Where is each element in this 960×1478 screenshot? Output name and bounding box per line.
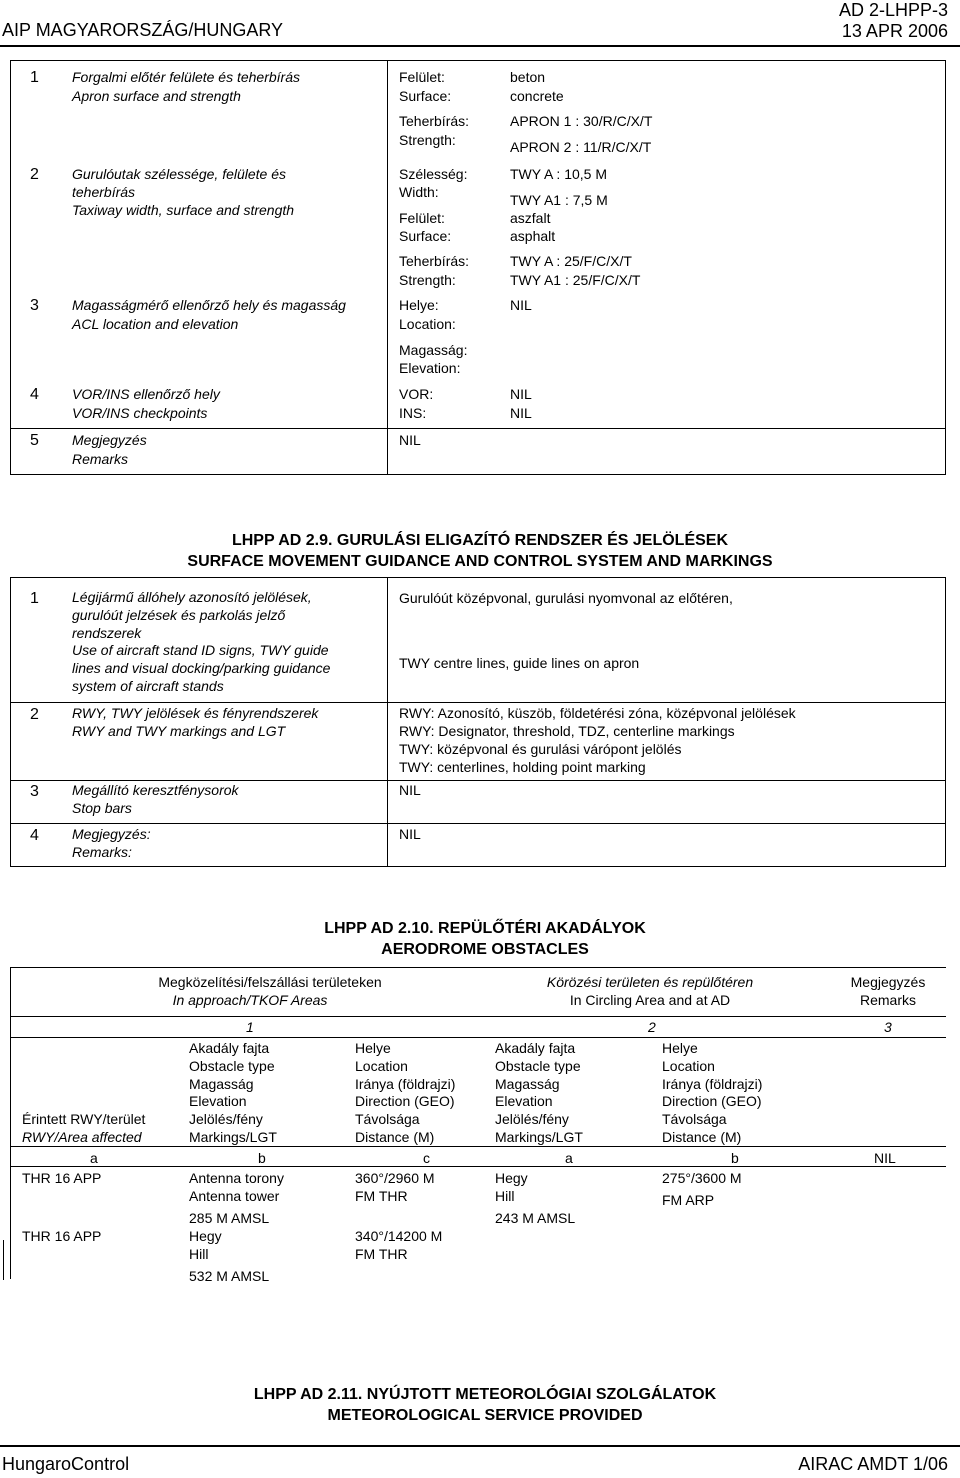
t1-row3-desc-en: ACL location and elevation [72,316,239,332]
t3-row2-loc: 340°/14200 M [355,1228,443,1244]
t1-row2-value: asphalt [510,228,556,244]
t1-row2-value: TWY A : 25/F/C/X/T [510,253,632,269]
footer-rule [0,1445,960,1447]
header-left: AIP MAGYARORSZÁG/HUNGARY [2,20,284,40]
t3-head-remarks-hu: Megjegyzés [850,974,926,990]
t3-sub-type-circ: Obstacle type [495,1058,581,1074]
t2-row3-num: 3 [30,783,39,800]
t3-sub-type-circ: Elevation [495,1093,553,1109]
t3-sub-type-circ: Magasság [495,1076,560,1092]
t2-row2-desc: RWY, TWY jelölések és fényrendszerek [72,705,319,721]
t1-row1-value: APRON 1 : 30/R/C/X/T [510,113,653,129]
header-rule [0,45,960,47]
t3-sub-type-circ: Markings/LGT [495,1129,583,1145]
t2-row3-value: NIL [399,782,421,798]
t3-sub-type-circ: Jelölés/fény [495,1111,569,1127]
t1-row4-value: NIL [510,386,532,402]
t2-row1-desc: lines and visual docking/parking guidance [72,660,331,676]
t2-row2-num: 2 [30,706,39,723]
t2-row1-num: 1 [30,590,39,607]
t3-sub-affected: Érintett RWY/terület [22,1111,146,1127]
t1-row5-num: 5 [30,432,39,449]
t3-sub-type: Jelölés/fény [189,1111,263,1127]
t3-sub-loc: Távolsága [355,1111,420,1127]
t3-sub-loc: Direction (GEO) [355,1093,455,1109]
t3-circ-loc: 275°/3600 M [662,1170,742,1186]
table3-rule [10,1016,946,1017]
t1-row2-value: TWY A : 10,5 M [510,166,608,182]
t1-row4-num: 4 [30,386,39,403]
t3-sub-type: Elevation [189,1093,247,1109]
t3-row1-type: Antenna torony [189,1170,284,1186]
t2-row2-value: TWY: centerlines, holding point marking [399,759,646,775]
t3-row1-loc: FM THR [355,1188,408,1204]
t1-row1-value: APRON 2 : 11/R/C/X/T [510,139,652,155]
t3-row2-type: Hegy [189,1228,222,1244]
t2-row4-desc: Megjegyzés: [72,826,151,842]
t1-row3-desc-hu: Magasságmérő ellenőrző hely és magasság [72,297,346,313]
table3-rule [10,1166,946,1167]
t1-row5-desc-en: Remarks [72,451,129,467]
t1-row3-label: Elevation: [399,360,461,376]
t2-row1-desc: rendszerek [72,625,142,641]
t3-sub-loc: Location [355,1058,408,1074]
t3-letter: b [731,1150,739,1166]
t1-row2-label: Surface: [399,228,452,244]
footer-right: AIRAC AMDT 1/06 [798,1454,948,1474]
t3-circ-elev: 243 M AMSL [495,1210,576,1226]
t3-circ-loc: FM ARP [662,1192,715,1208]
t1-row2-desc-hu: Gurulóutak szélessége, felülete és [72,166,287,182]
t1-row1-label: Strength: [399,132,456,148]
t3-row1-elev: 285 M AMSL [189,1210,270,1226]
t2-row4-num: 4 [30,827,39,844]
t3-head-circling-hu: Körözési területen és repülőtéren [546,974,754,990]
t3-head-remarks-en: Remarks [859,992,916,1008]
header-page-id: AD 2-LHPP-3 [838,0,948,20]
t3-col-num: 1 [246,1019,254,1035]
t3-letter: a [90,1150,98,1166]
t1-row2-desc-hu: teherbírás [72,184,136,200]
section29-title-hu: LHPP AD 2.9. GURULÁSI ELIGAZÍTÓ RENDSZER ÉS JELÖLÉSEK [231,532,729,549]
t1-row2-value: aszfalt [510,210,551,226]
t1-row2-label: Strength: [399,272,456,288]
t3-row2-type: Hill [189,1246,209,1262]
t3-row1-loc: 360°/2960 M [355,1170,435,1186]
t1-row3-label: Magasság: [399,342,468,358]
header-date: 13 APR 2006 [841,21,948,41]
footer-left: HungaroControl [2,1454,130,1474]
t1-row3-value: NIL [510,297,532,313]
t1-row1-desc-hu: Forgalmi előtér felülete és teherbírás [72,69,300,85]
t1-row1-value: concrete [510,88,564,104]
t1-row1-desc-en: Apron surface and strength [72,88,241,104]
t2-row2-value: RWY: Azonosító, küszöb, földetérési zóna, középvonal jelölések [399,705,796,721]
t3-letter: a [565,1150,573,1166]
section210-title-en: AERODROME OBSTACLES [381,941,589,958]
t1-row3-label: Location: [399,316,456,332]
section29-title-en: SURFACE MOVEMENT GUIDANCE AND CONTROL SYSTEM AND MARKINGS [187,553,773,570]
t3-row2-loc: FM THR [355,1246,408,1262]
table3-rule [10,1037,946,1038]
t3-row2-elev: 532 M AMSL [189,1268,270,1284]
t2-row2-value: RWY: Designator, threshold, TDZ, centerline markings [399,723,735,739]
t1-row2-label: Width: [399,184,439,200]
t1-row3-label: Helye: [399,297,439,313]
table3-left-edge [10,967,11,1279]
t3-sub-type: Obstacle type [189,1058,275,1074]
table3-margin-mark [3,1240,4,1280]
t1-row2-label: Teherbírás: [399,253,470,269]
t2-row4-value: NIL [399,826,421,842]
t1-row3-num: 3 [30,297,39,314]
t2-row1-value: TWY centre lines, guide lines on apron [399,655,640,671]
table3-top-rule [10,967,946,968]
t3-row1-type: Antenna tower [189,1188,280,1204]
t2-row3-desc: Stop bars [72,800,132,816]
t1-row1-label: Teherbírás: [399,113,470,129]
t1-row1-label: Surface: [399,88,452,104]
t3-sub-type: Akadály fajta [189,1040,270,1056]
section210-title-hu: LHPP AD 2.10. REPÜLŐTÉRI AKADÁLYOK [324,920,646,937]
t3-row1-area: THR 16 APP [22,1170,102,1186]
t3-sub-loc-circ: Iránya (földrajzi) [662,1076,763,1092]
t3-head-circling-en: In Circling Area and at AD [569,992,731,1008]
t3-sub-loc-circ: Location [662,1058,715,1074]
t3-sub-type-circ: Akadály fajta [495,1040,576,1056]
t3-sub-loc-circ: Helye [662,1040,698,1056]
t1-row2-value: TWY A1 : 7,5 M [510,192,608,208]
t2-row1-desc: Légijármű állóhely azonosító jelölések, [72,589,312,605]
t2-row1-desc: Use of aircraft stand ID signs, TWY guide [72,642,329,658]
t3-sub-loc: Helye [355,1040,391,1056]
t3-head-approach-en: In approach/TKOF Areas [172,992,328,1008]
t1-row1-num: 1 [30,69,39,86]
t3-sub-type: Markings/LGT [189,1129,277,1145]
t1-row4-desc-hu: VOR/INS ellenőrző hely [72,386,220,402]
t3-sub-affected: RWY/Area affected [22,1129,142,1145]
t1-row5-desc-hu: Megjegyzés [72,432,147,448]
table2-row-divider [10,823,946,824]
t1-row1-value: beton [510,69,546,85]
t2-row1-desc: system of aircraft stands [72,678,224,694]
t1-row2-num: 2 [30,166,39,183]
t3-remarks-value: NIL [874,1150,896,1166]
t3-row2-area: THR 16 APP [22,1228,102,1244]
t2-row1-value: Gurulóút középvonal, gurulási nyomvonal az előtéren, [399,590,733,606]
t1-row2-desc-en: Taxiway width, surface and strength [72,202,295,218]
t3-sub-loc: Iránya (földrajzi) [355,1076,456,1092]
t2-row3-desc: Megállító keresztfénysorok [72,782,239,798]
t3-col-num: 3 [884,1019,892,1035]
t1-row2-value: TWY A1 : 25/F/C/X/T [510,272,641,288]
t3-circ-type: Hill [495,1188,515,1204]
t3-sub-loc: Distance (M) [355,1129,435,1145]
t1-row2-label: Felület: [399,210,445,226]
t1-row5-value: NIL [399,432,421,448]
t1-row4-label: VOR: [399,386,434,402]
table3-rule [10,1146,946,1147]
t1-row2-label: Szélesség: [399,166,468,182]
section211-title-hu: LHPP AD 2.11. NYÚJTOTT METEOROLÓGIAI SZOLGÁLATOK [253,1386,717,1403]
t3-head-approach-hu: Megközelítési/felszállási területeken [158,974,382,990]
t3-circ-type: Hegy [495,1170,528,1186]
t1-row4-label: INS: [399,405,427,421]
t3-col-num: 2 [648,1019,656,1035]
section211-title-en: METEOROLOGICAL SERVICE PROVIDED [327,1407,643,1424]
t2-row4-desc: Remarks: [72,844,132,860]
t3-sub-loc-circ: Direction (GEO) [662,1093,762,1109]
t1-row1-label: Felület: [399,69,445,85]
t3-sub-loc-circ: Distance (M) [662,1129,742,1145]
table1-divider [387,60,388,475]
t3-letter: c [423,1150,430,1166]
t2-row2-desc: RWY and TWY markings and LGT [72,723,286,739]
t3-letter: b [258,1150,266,1166]
t1-row4-value: NIL [510,405,532,421]
table2-row-divider [10,702,946,703]
t1-row4-desc-en: VOR/INS checkpoints [72,405,208,421]
t3-sub-loc-circ: Távolsága [662,1111,727,1127]
t2-row2-value: TWY: középvonal és gurulási várópont jelölés [399,741,682,757]
t3-sub-type: Magasság [189,1076,254,1092]
t2-row1-desc: gurulóút jelzések és parkolás jelző [72,607,286,623]
table1-row-divider [10,428,946,429]
